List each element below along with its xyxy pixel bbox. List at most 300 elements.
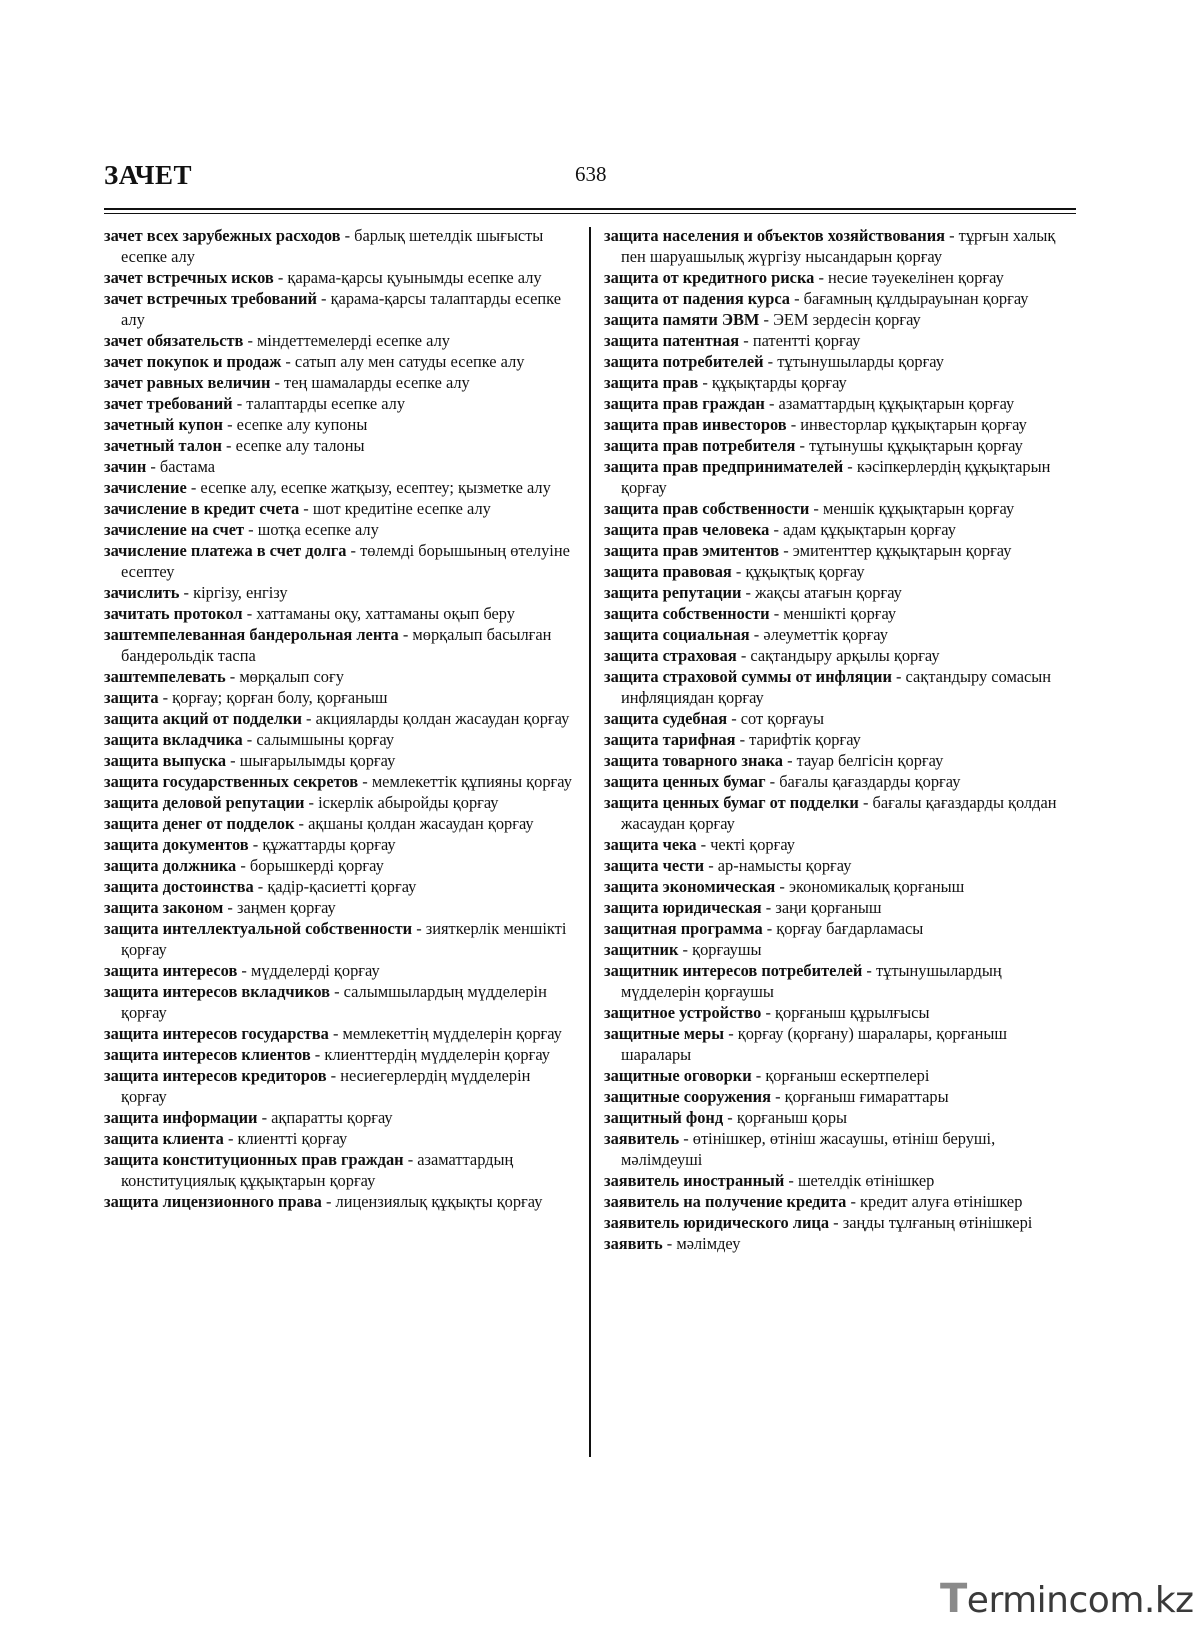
entry-definition: талаптарды есепке алу <box>246 394 406 413</box>
entry-term: зачетный талон <box>104 436 222 455</box>
dictionary-entry <box>104 372 578 393</box>
entry-term: зачет покупок и продаж <box>104 352 282 371</box>
entry-term: зачет равных величин <box>104 373 271 392</box>
entry-term: заштемпелевать <box>104 667 226 686</box>
entry-definition: мемлекеттік құпияны қорғау <box>371 772 572 791</box>
dictionary-entry <box>104 225 578 267</box>
entry-separator: - <box>310 1045 325 1064</box>
running-head: ЗАЧЕТ <box>104 160 192 190</box>
entry-definition: тұтынушы құқықтарын қорғау <box>809 436 1023 455</box>
watermark-initial: T <box>940 1576 967 1622</box>
entry-term: защита информации <box>104 1108 258 1127</box>
entry-definition: меншікті қорғау <box>783 604 897 623</box>
entry-term: защита от кредитного риска <box>604 268 815 287</box>
entry-definition: бағалы қағаздарды қолдан жасаудан қорғау <box>621 793 1057 833</box>
dictionary-entry <box>104 330 578 351</box>
dictionary-entry <box>604 918 1080 939</box>
entry-term: защита достоинства <box>104 877 254 896</box>
entry-definition: құқықтарды қорғау <box>711 373 847 392</box>
entry-separator: - <box>273 268 288 287</box>
dictionary-entry <box>104 687 578 708</box>
entry-definition: тарифтік қорғау <box>749 730 861 749</box>
entry-separator: - <box>248 835 263 854</box>
entry-separator: - <box>769 604 784 623</box>
entry-term: защита <box>104 688 159 707</box>
dictionary-entry <box>104 666 578 687</box>
dictionary-entry <box>604 393 1080 414</box>
entry-definition: өтінішкер, өтініш жасаушы, өтініш беруші, мәлімдеуші <box>621 1129 996 1169</box>
entry-separator: - <box>770 1087 785 1106</box>
entry-definition: құқықтық қорғау <box>745 562 865 581</box>
dictionary-entry <box>104 897 578 918</box>
entry-term: защитные сооружения <box>604 1087 771 1106</box>
entry-term: защита потребителей <box>604 352 764 371</box>
entry-separator: - <box>236 856 250 875</box>
dictionary-entry <box>604 456 1080 498</box>
entry-definition: сақтандыру сомасын инфляциядан қорғау <box>621 667 1052 707</box>
entry-definition: заңмен қорғау <box>236 898 336 917</box>
right-column <box>604 225 1080 1254</box>
dictionary-entry <box>104 750 578 771</box>
entry-definition: шетелдік өтінішкер <box>797 1171 935 1190</box>
dictionary-entry <box>104 771 578 792</box>
entry-term: защита прав граждан <box>604 394 765 413</box>
entry-separator: - <box>723 1108 737 1127</box>
entry-term: защита памяти ЭВМ <box>604 310 760 329</box>
entry-term: защитные оговорки <box>604 1066 752 1085</box>
entry-term: защита репутации <box>604 583 742 602</box>
dictionary-entry <box>104 960 578 981</box>
dictionary-entry <box>104 1149 578 1191</box>
dictionary-entry <box>104 414 578 435</box>
entry-term: защита судебная <box>604 709 728 728</box>
entry-definition: мөрқалып басылған бандерольдік таспа <box>121 625 552 665</box>
entry-definition: клиенттердің мүдделерін қорғау <box>324 1045 550 1064</box>
entry-separator: - <box>346 541 361 560</box>
entry-definition: эмитенттер құқықтарын қорғау <box>792 541 1012 560</box>
entry-separator: - <box>358 772 372 791</box>
page-number: 638 <box>575 162 607 186</box>
entry-separator: - <box>329 982 344 1001</box>
entry-definition: тұрғын халық пен шаруашылық жүргізу нысандарын қорғау <box>621 226 1056 266</box>
entry-separator: - <box>398 625 413 644</box>
dictionary-entry <box>104 1191 578 1212</box>
entry-term: заявитель юридического лица <box>604 1213 830 1232</box>
entry-term: зачислить <box>104 583 180 602</box>
entry-definition: азаматтардың құқықтарын қорғау <box>778 394 1015 413</box>
dictionary-entry <box>104 1023 578 1044</box>
entry-term: защита интересов государства <box>104 1024 329 1043</box>
dictionary-entry <box>104 981 578 1023</box>
dictionary-entry <box>104 1128 578 1149</box>
dictionary-entry <box>104 519 578 540</box>
dictionary-entry <box>604 834 1080 855</box>
entry-term: защита населения и объектов хозяйствования <box>604 226 946 245</box>
dictionary-entry <box>104 267 578 288</box>
entry-term: защита товарного знака <box>604 751 783 770</box>
dictionary-entry <box>604 582 1080 603</box>
entry-term: защита интересов клиентов <box>104 1045 311 1064</box>
left-column <box>104 225 578 1212</box>
entry-separator: - <box>232 394 247 413</box>
entry-separator: - <box>222 415 237 434</box>
entry-term: защита социальная <box>604 625 750 644</box>
entry-definition: салымшыны қорғау <box>256 730 395 749</box>
dictionary-entry <box>604 1128 1080 1170</box>
dictionary-entry <box>604 729 1080 750</box>
entry-term: защита должника <box>104 856 237 875</box>
entry-separator: - <box>814 268 828 287</box>
entry-separator: - <box>704 856 718 875</box>
entry-definition: шығарылымды қорғау <box>239 751 396 770</box>
entry-term: защита прав потребителя <box>604 436 796 455</box>
entry-separator: - <box>158 688 173 707</box>
entry-separator: - <box>242 730 257 749</box>
dictionary-entry <box>604 1191 1080 1212</box>
entry-term: зачисление в кредит счета <box>104 499 300 518</box>
entry-separator: - <box>316 289 331 308</box>
entry-term: зачисление на счет <box>104 520 245 539</box>
entry-term: заявить <box>604 1234 663 1253</box>
entry-separator: - <box>779 541 793 560</box>
entry-definition: тұтынушылардың мүдделерін қорғаушы <box>621 961 1002 1001</box>
entry-term: защита страховой суммы от инфляции <box>604 667 892 686</box>
entry-term: заштемпелеванная бандерольная лента <box>104 625 399 644</box>
entry-definition: шот кредитіне есепке алу <box>312 499 491 518</box>
entry-definition: патентті қорғау <box>752 331 861 350</box>
dictionary-entry <box>604 939 1080 960</box>
entry-separator: - <box>846 1192 861 1211</box>
entry-term: зачетный купон <box>104 415 223 434</box>
entry-separator: - <box>759 310 774 329</box>
dictionary-entry <box>604 855 1080 876</box>
entry-term: защитная программа <box>604 919 763 938</box>
entry-term: защита патентная <box>604 331 740 350</box>
entry-term: защита тарифная <box>604 730 736 749</box>
dictionary-entry <box>104 855 578 876</box>
entry-definition: қорғаныш ғимараттары <box>784 1087 949 1106</box>
entry-term: защита государственных секретов <box>104 772 359 791</box>
entry-definition: міндеттемелерді есепке алу <box>257 331 450 350</box>
entry-definition: жақсы атағын қорғау <box>755 583 902 602</box>
dictionary-entry <box>104 1044 578 1065</box>
entry-separator: - <box>281 352 295 371</box>
entry-separator: - <box>226 751 240 770</box>
entry-term: защита прав <box>604 373 699 392</box>
dictionary-entry <box>604 351 1080 372</box>
entry-term: защита страховая <box>604 646 737 665</box>
entry-definition: ар-намысты қорғау <box>717 856 852 875</box>
entry-separator: - <box>294 814 309 833</box>
dictionary-entry <box>604 624 1080 645</box>
entry-term: зачет требований <box>104 394 233 413</box>
dictionary-entry <box>104 603 578 624</box>
entry-separator: - <box>731 562 746 581</box>
watermark-logo <box>940 1576 1194 1622</box>
entry-definition: бастама <box>159 457 215 476</box>
dictionary-entry <box>604 1212 1080 1233</box>
dictionary-entry <box>604 1233 1080 1254</box>
dictionary-entry <box>104 876 578 897</box>
dictionary-entry <box>104 1065 578 1107</box>
entry-term: защита собственности <box>604 604 770 623</box>
entry-definition: ақшаны қолдан жасаудан қорғау <box>308 814 534 833</box>
entry-separator: - <box>724 1024 738 1043</box>
entry-definition: қарама-қарсы талаптарды есепке алу <box>121 289 561 329</box>
dictionary-entry <box>104 624 578 666</box>
dictionary-entry <box>604 225 1080 267</box>
entry-separator: - <box>862 961 876 980</box>
entry-definition: экономикалық қорғаныш <box>788 877 965 896</box>
dictionary-entry <box>104 834 578 855</box>
entry-separator: - <box>782 751 797 770</box>
entry-term: зачитать протокол <box>104 604 243 623</box>
entry-separator: - <box>762 919 777 938</box>
dictionary-entry <box>604 897 1080 918</box>
dictionary-entry <box>604 645 1080 666</box>
dictionary-entry <box>604 309 1080 330</box>
entry-term: защита конституционных прав граждан <box>104 1150 404 1169</box>
entry-separator: - <box>223 898 237 917</box>
dictionary-entry <box>604 1170 1080 1191</box>
entry-definition: тауар белгісін қорғау <box>796 751 944 770</box>
entry-term: зачет встречных исков <box>104 268 274 287</box>
entry-definition: сақтандыру арқылы қорғау <box>750 646 940 665</box>
entry-term: защитный фонд <box>604 1108 724 1127</box>
dictionary-entry <box>104 1107 578 1128</box>
entry-definition: қорғаныш ескертпелері <box>765 1066 930 1085</box>
entry-term: защита прав собственности <box>604 499 810 518</box>
entry-term: зачисление <box>104 478 187 497</box>
dictionary-entry <box>604 330 1080 351</box>
entry-term: защита от падения курса <box>604 289 790 308</box>
entry-definition: төлемді борышының өтелуіне есептеу <box>121 541 570 581</box>
dictionary-entry <box>604 708 1080 729</box>
entry-separator: - <box>223 1129 238 1148</box>
dictionary-entry <box>604 372 1080 393</box>
entry-separator: - <box>321 1192 336 1211</box>
dictionary-entry <box>104 498 578 519</box>
entry-definition: іскерлік абыройды қорғау <box>318 793 499 812</box>
entry-separator: - <box>790 289 804 308</box>
entry-separator: - <box>242 604 257 623</box>
entry-separator: - <box>891 667 906 686</box>
entry-separator: - <box>244 520 258 539</box>
entry-separator: - <box>678 940 693 959</box>
entry-separator: - <box>764 394 779 413</box>
entry-term: зачет встречных требований <box>104 289 317 308</box>
entry-term: защита прав предпринимателей <box>604 457 844 476</box>
entry-term: защитные меры <box>604 1024 725 1043</box>
entry-definition: қорғаныш қоры <box>736 1108 848 1127</box>
entry-separator: - <box>786 415 801 434</box>
watermark-text: ermincom.kz <box>966 1580 1194 1621</box>
dictionary-entry <box>104 288 578 330</box>
entry-definition: барлық шетелдік шығысты есепке алу <box>121 226 544 266</box>
entry-definition: бағамның құлдырауынан қорғау <box>803 289 1029 308</box>
entry-definition: қорғаушы <box>692 940 762 959</box>
entry-separator: - <box>751 1066 766 1085</box>
entry-definition: азаматтардың конституциялық құқықтарын қорғау <box>121 1150 514 1190</box>
entry-separator: - <box>179 583 194 602</box>
entry-separator: - <box>299 499 313 518</box>
entry-definition: шотқа есепке алу <box>257 520 379 539</box>
dictionary-entry <box>104 918 578 960</box>
dictionary-entry <box>604 288 1080 309</box>
entry-definition: тең шамаларды есепке алу <box>284 373 470 392</box>
entry-term: защита прав инвесторов <box>604 415 787 434</box>
dictionary-entry <box>604 435 1080 456</box>
entry-term: защита интересов вкладчиков <box>104 982 330 1001</box>
entry-term: заявитель иностранный <box>604 1171 785 1190</box>
dictionary-entry <box>604 561 1080 582</box>
entry-definition: бағалы қағаздарды қорғау <box>779 772 961 791</box>
entry-separator: - <box>662 1234 677 1253</box>
entry-definition: несие тәуекелінен қорғау <box>828 268 1004 287</box>
entry-definition: салымшылардың мүдделерін қорғау <box>121 982 547 1022</box>
entry-term: защита интересов кредиторов <box>104 1066 327 1085</box>
entry-separator: - <box>237 961 251 980</box>
entry-definition: лицензиялық құқықты қорғау <box>335 1192 543 1211</box>
entry-definition: меншік құқықтарын қорғау <box>822 499 1015 518</box>
entry-term: защита лицензионного права <box>104 1192 322 1211</box>
entry-separator: - <box>775 877 789 896</box>
entry-term: защита денег от подделок <box>104 814 295 833</box>
entry-separator: - <box>843 457 857 476</box>
entry-term: зачин <box>104 457 147 476</box>
entry-definition: кредит алуға өтінішкер <box>860 1192 1023 1211</box>
dictionary-entry <box>604 771 1080 792</box>
dictionary-entry <box>104 708 578 729</box>
entry-definition: әлеуметтік қорғау <box>763 625 888 644</box>
entry-separator: - <box>326 1066 341 1085</box>
entry-definition: сатып алу мен сатуды есепке алу <box>294 352 525 371</box>
entry-definition: ақпаратты қорғау <box>271 1108 393 1127</box>
entry-definition: тұтынушыларды қорғау <box>777 352 944 371</box>
entry-definition: зияткерлік меншікті қорғау <box>121 919 567 959</box>
dictionary-entry <box>604 414 1080 435</box>
entry-definition: есепке алу купоны <box>236 415 368 434</box>
entry-definition: мемлекеттің мүдделерін қорғау <box>342 1024 562 1043</box>
dictionary-entry <box>604 750 1080 771</box>
entry-separator: - <box>304 793 319 812</box>
entry-term: защитник <box>604 940 679 959</box>
entry-definition: сот қорғауы <box>740 709 825 728</box>
entry-separator: - <box>858 793 873 812</box>
entry-separator: - <box>270 373 285 392</box>
dictionary-entry <box>104 435 578 456</box>
entry-separator: - <box>696 835 711 854</box>
entry-separator: - <box>765 772 780 791</box>
entry-definition: адам құқықтарын қорғау <box>783 520 956 539</box>
dictionary-entry <box>604 498 1080 519</box>
entry-term: зачисление платежа в счет долга <box>104 541 347 560</box>
entry-term: защита клиента <box>104 1129 224 1148</box>
dictionary-entry <box>104 477 578 498</box>
entry-separator: - <box>735 730 750 749</box>
dictionary-entry <box>104 540 578 582</box>
entry-definition: қорғау бағдарламасы <box>776 919 924 938</box>
entry-definition: қорғау (қорғану) шаралары, қорғаныш шаралары <box>621 1024 1008 1064</box>
dictionary-entry <box>604 666 1080 708</box>
dictionary-entry <box>604 876 1080 897</box>
entry-term: защита ценных бумаг <box>604 772 766 791</box>
entry-term: защита выпуска <box>104 751 227 770</box>
entry-definition: есепке алу талоны <box>235 436 365 455</box>
entry-separator: - <box>736 646 751 665</box>
dictionary-entry <box>604 1107 1080 1128</box>
entry-term: защита чека <box>604 835 697 854</box>
dictionary-entry <box>604 1023 1080 1065</box>
entry-definition: мәлімдеу <box>676 1234 741 1253</box>
entry-definition: заңды тұлғаның өтінішкері <box>842 1213 1033 1232</box>
entry-separator: - <box>741 583 756 602</box>
entry-separator: - <box>403 1150 418 1169</box>
entry-term: зачет обязательств <box>104 331 244 350</box>
dictionary-entry <box>104 456 578 477</box>
entry-separator: - <box>243 331 258 350</box>
entry-definition: құжаттарды қорғау <box>262 835 396 854</box>
entry-definition: қадір-қасиетті қорғау <box>267 877 417 896</box>
dictionary-entry <box>604 1002 1080 1023</box>
dictionary-entry <box>104 813 578 834</box>
entry-definition: есепке алу, есепке жатқызу, есептеу; қызметке алу <box>200 478 551 497</box>
entry-separator: - <box>727 709 741 728</box>
entry-definition: қорғаныш құрылғысы <box>775 1003 930 1022</box>
entry-separator: - <box>257 1108 272 1127</box>
entry-separator: - <box>761 898 776 917</box>
column-divider <box>589 227 591 1457</box>
entry-definition: чекті қорғау <box>710 835 795 854</box>
dictionary-entry <box>104 393 578 414</box>
entry-separator: - <box>739 331 753 350</box>
entry-separator: - <box>221 436 236 455</box>
entry-definition: заңи қорғаныш <box>775 898 882 917</box>
header-rule-thin <box>104 213 1076 214</box>
entry-definition: несиегерлердің мүдделерін қорғау <box>121 1066 531 1106</box>
entry-separator: - <box>186 478 201 497</box>
entry-separator: - <box>328 1024 343 1043</box>
entry-separator: - <box>945 226 959 245</box>
entry-term: защита правовая <box>604 562 732 581</box>
dictionary-entry <box>104 351 578 372</box>
dictionary-entry <box>604 540 1080 561</box>
dictionary-entry <box>604 519 1080 540</box>
entry-separator: - <box>301 709 316 728</box>
entry-definition: клиентті қорғау <box>237 1129 348 1148</box>
dictionary-entry <box>604 1065 1080 1086</box>
entry-term: защита прав человека <box>604 520 770 539</box>
header-rule-thick <box>104 208 1076 210</box>
entry-term: защита акций от подделки <box>104 709 302 728</box>
entry-term: защита документов <box>104 835 249 854</box>
entry-term: защита законом <box>104 898 224 917</box>
entry-definition: ЭЕМ зердесін қорғау <box>773 310 921 329</box>
entry-separator: - <box>749 625 764 644</box>
entry-separator: - <box>698 373 712 392</box>
entry-definition: акцияларды қолдан жасаудан қорғау <box>315 709 570 728</box>
dictionary-entry <box>604 267 1080 288</box>
entry-term: зачет всех зарубежных расходов <box>104 226 341 245</box>
entry-term: защита деловой репутации <box>104 793 305 812</box>
entry-definition: кіргізу, енгізу <box>193 583 288 602</box>
dictionary-entry <box>604 1086 1080 1107</box>
entry-separator: - <box>809 499 823 518</box>
dictionary-entry <box>104 792 578 813</box>
entry-term: заявитель <box>604 1129 680 1148</box>
entry-definition: хаттаманы оқу, хаттаманы оқып беру <box>256 604 515 623</box>
entry-separator: - <box>829 1213 843 1232</box>
